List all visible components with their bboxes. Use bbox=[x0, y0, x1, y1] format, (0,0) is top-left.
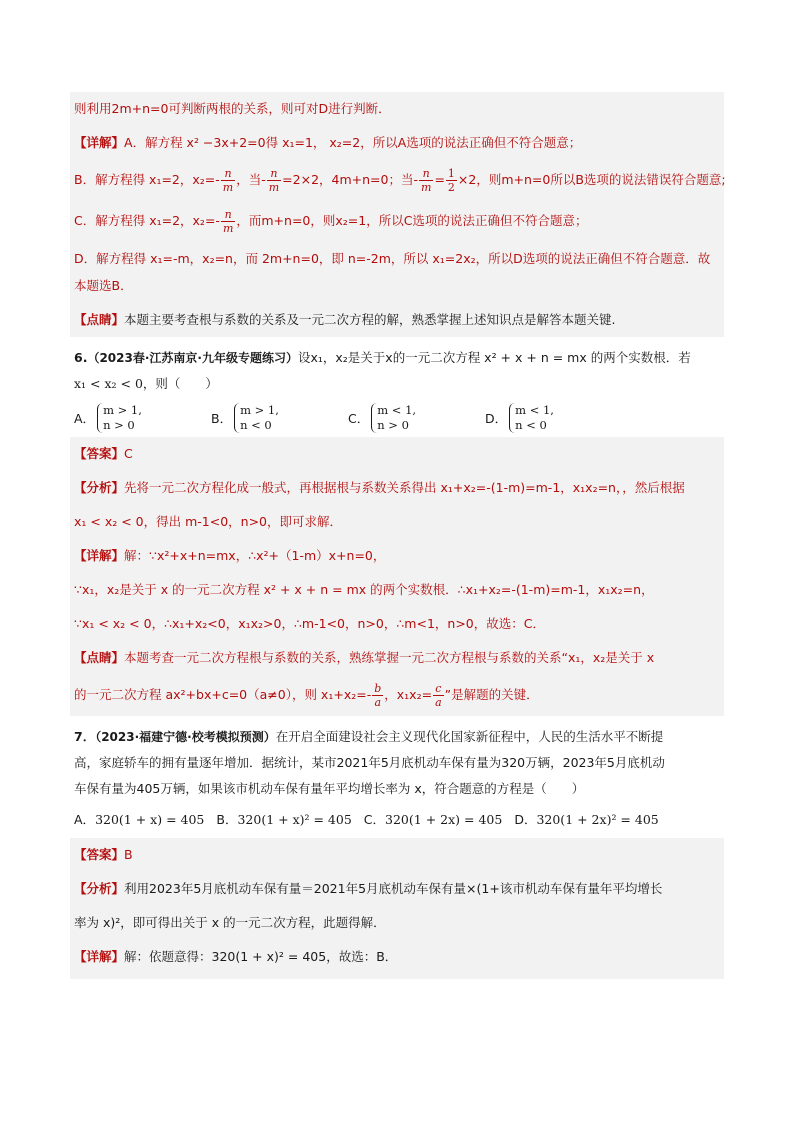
option-label: B． bbox=[211, 411, 233, 426]
option-label: C． bbox=[363, 812, 386, 827]
answer-line bbox=[70, 838, 724, 872]
question-7-options bbox=[70, 804, 724, 838]
option-label: A． bbox=[74, 812, 96, 827]
option-line2: n > 0 bbox=[377, 418, 409, 432]
option-system bbox=[234, 403, 279, 433]
option-text: 320(1 + x) = 405 bbox=[95, 812, 205, 827]
answer-value: B bbox=[124, 847, 133, 862]
detail-text1: 解：∵x²+x+n=mx，∴x²+（1-m）x+n=0， bbox=[124, 548, 386, 563]
fraction-b-over-a: $\frac{b}{a}$ bbox=[374, 682, 382, 709]
option-text: 320(1 + x)² = 405 bbox=[237, 812, 352, 827]
question-stem-line1: 在开启全面建设社会主义现代化国家新征程中，人民的生活水平不断提 bbox=[275, 729, 664, 744]
option-label: C． bbox=[348, 411, 370, 426]
detail-c-pre: C．解方程得 x₁=2，x₂=- bbox=[74, 213, 220, 228]
option-line1: m < 1, bbox=[377, 403, 417, 417]
analysis-line2: x₁ < x₂ < 0，得出 m-1<0，n>0，即可求解． bbox=[74, 514, 342, 529]
option-c[interactable] bbox=[364, 810, 503, 828]
point-tag: 【点睛】 bbox=[74, 650, 125, 665]
detail-b-mid1: ，当- bbox=[236, 172, 266, 187]
fraction-n-over-m: $\frac{n}{m}$ bbox=[268, 167, 280, 194]
answer-tag: 【答案】 bbox=[74, 847, 125, 862]
option-line2: n > 0 bbox=[103, 418, 135, 432]
analysis-line2: 率为 x)²，即可得出关于 x 的一元二次方程，此题得解． bbox=[74, 915, 386, 930]
question-stem-line1: 设x₁，x₂是关于x的一元二次方程 x² + x + n = mx 的两个实数根．若 bbox=[297, 350, 691, 365]
prev-point bbox=[70, 303, 724, 337]
option-label: D． bbox=[485, 411, 508, 426]
point-text1: 本题考查一元二次方程根与系数的关系，熟练掌握一元二次方程根与系数的关系“x₁，x₂是关于 x bbox=[124, 650, 655, 665]
detail-tag: 【详解】 bbox=[74, 949, 125, 964]
option-system bbox=[97, 403, 142, 433]
prev-solution-block bbox=[70, 92, 724, 337]
option-a[interactable] bbox=[74, 403, 211, 433]
option-b[interactable] bbox=[211, 403, 348, 433]
prev-detail-b bbox=[70, 160, 724, 201]
prev-detail-d1: D．解方程得 x₁=-m，x₂=n，而 2m+n=0，即 n=-2m，所以 x₁=2x₂，所以D选项的说法正确但不符合题意．故 bbox=[74, 251, 711, 266]
question-source: （2023·福建宁德·校考模拟预测） bbox=[95, 730, 276, 744]
question-number: 7． bbox=[74, 729, 96, 744]
prev-intro-line: 则利用2m+n=0可判断两根的关系，则可对D进行判断． bbox=[74, 101, 391, 116]
point-tag: 【点睛】 bbox=[74, 312, 125, 327]
detail-b-mid2: =2×2，4m+n=0；当- bbox=[282, 172, 418, 187]
option-b[interactable] bbox=[216, 810, 351, 828]
detail-b-pre: B．解方程得 x₁=2，x₂=- bbox=[74, 172, 220, 187]
option-d[interactable] bbox=[514, 810, 658, 828]
question-6-options bbox=[70, 399, 724, 437]
question-7-stem bbox=[70, 722, 724, 804]
detail-tag: 【详解】 bbox=[74, 548, 125, 563]
option-c[interactable] bbox=[348, 403, 485, 433]
option-a[interactable] bbox=[74, 810, 204, 828]
option-text: 320(1 + 2x) = 405 bbox=[385, 812, 503, 827]
question-number: 6. bbox=[74, 350, 88, 365]
fraction-c-over-a: $\frac{c}{a}$ bbox=[435, 682, 442, 709]
option-label: B． bbox=[216, 812, 238, 827]
option-line2: n < 0 bbox=[240, 418, 272, 432]
question-7-solution bbox=[70, 838, 724, 979]
detail-b-end: ×2，则m+n=0所以B选项的说法错误符合题意; bbox=[457, 172, 726, 187]
prev-detail-d2: 本题选B． bbox=[74, 278, 133, 293]
point2-pre: 的一元二次方程 ax²+bx+c=0（a≠0），则 x₁+x₂=- bbox=[74, 687, 372, 702]
detail-text1: 解：依题意得：320(1 + x)² = 405，故选：B． bbox=[124, 949, 398, 964]
detail-line2: ∵x₁，x₂是关于 x 的一元二次方程 x² + x + n = mx 的两个实数根．∴x₁+x₂=-(1-m)=m-1，x₁x₂=n， bbox=[74, 582, 654, 597]
point-text: 本题主要考查根与系数的关系及一元二次方程的解，熟悉掌握上述知识点是解答本题关键. bbox=[124, 312, 616, 327]
analysis-tag: 【分析】 bbox=[74, 480, 125, 495]
page-content bbox=[70, 92, 724, 979]
fraction-n-over-m: $\frac{n}{m}$ bbox=[222, 167, 234, 194]
option-text: 320(1 + 2x)² = 405 bbox=[536, 812, 659, 827]
option-label: A． bbox=[74, 411, 96, 426]
analysis-text1: 利用2023年5月底机动车保有量＝2021年5月底机动车保有量×(1+该市机动车保有量年平均增长 bbox=[124, 881, 663, 896]
point-line1 bbox=[70, 641, 724, 675]
answer-line bbox=[70, 437, 724, 471]
detail-b-mid3: = bbox=[434, 172, 445, 187]
answer-value: C bbox=[124, 446, 133, 461]
point-line2 bbox=[70, 675, 724, 716]
option-d[interactable] bbox=[485, 403, 622, 433]
question-stem-line3: 车保有量为405万辆，如果该市机动车保有量年平均增长率为 x，符合题意的方程是（ ） bbox=[74, 781, 585, 796]
detail-line1 bbox=[70, 539, 724, 573]
detail-a-text: A．解方程 x² −3x+2=0得 x₁=1， x₂=2，所以A选项的说法正确但不符合题意； bbox=[124, 135, 582, 150]
fraction-n-over-m: $\frac{n}{m}$ bbox=[421, 167, 432, 194]
prev-detail-a bbox=[70, 126, 724, 160]
option-system bbox=[509, 403, 554, 433]
detail-tag: 【详解】 bbox=[74, 135, 125, 150]
detail-line3: ∵x₁ < x₂ < 0，∴x₁+x₂<0，x₁x₂>0，∴m-1<0，n>0，∴m<1，n>0，故选：C． bbox=[74, 616, 545, 631]
question-source: （2023春·江苏南京·九年级专题练习） bbox=[87, 351, 298, 365]
option-line1: m > 1, bbox=[103, 403, 142, 417]
analysis-line1 bbox=[70, 872, 724, 906]
analysis-text1: 先将一元二次方程化成一般式，再根据根与系数关系得出 x₁+x₂=-(1-m)=m-1，x₁x₂=n，，然后根据 bbox=[124, 480, 685, 495]
fraction-one-half: $\frac{1}{2}$ bbox=[447, 167, 455, 194]
answer-tag: 【答案】 bbox=[74, 446, 125, 461]
question-stem-line2: x₁ < x₂ < 0，则（ ） bbox=[74, 376, 218, 391]
detail-line1 bbox=[70, 940, 724, 979]
option-label: D． bbox=[514, 812, 537, 827]
analysis-line1 bbox=[70, 471, 724, 505]
prev-detail-c bbox=[70, 201, 724, 242]
fraction-n-over-m: $\frac{n}{m}$ bbox=[222, 208, 234, 235]
analysis-tag: 【分析】 bbox=[74, 881, 125, 896]
detail-c-end: ，而m+n=0，则x₂=1，所以C选项的说法正确但不符合题意； bbox=[236, 213, 588, 228]
question-6-stem bbox=[70, 343, 724, 399]
question-6-solution bbox=[70, 437, 724, 716]
option-system bbox=[371, 403, 416, 433]
point2-end: ”是解题的关键． bbox=[444, 687, 539, 702]
option-line1: m > 1, bbox=[240, 403, 279, 417]
question-stem-line2: 高，家庭轿车的拥有量逐年增加．据统计，某市2021年5月底机动车保有量为320万辆，2023年5月底机动 bbox=[74, 755, 665, 770]
option-line2: n < 0 bbox=[515, 418, 547, 432]
option-line1: m < 1, bbox=[515, 403, 554, 417]
point2-mid: ，x₁x₂= bbox=[384, 687, 433, 702]
